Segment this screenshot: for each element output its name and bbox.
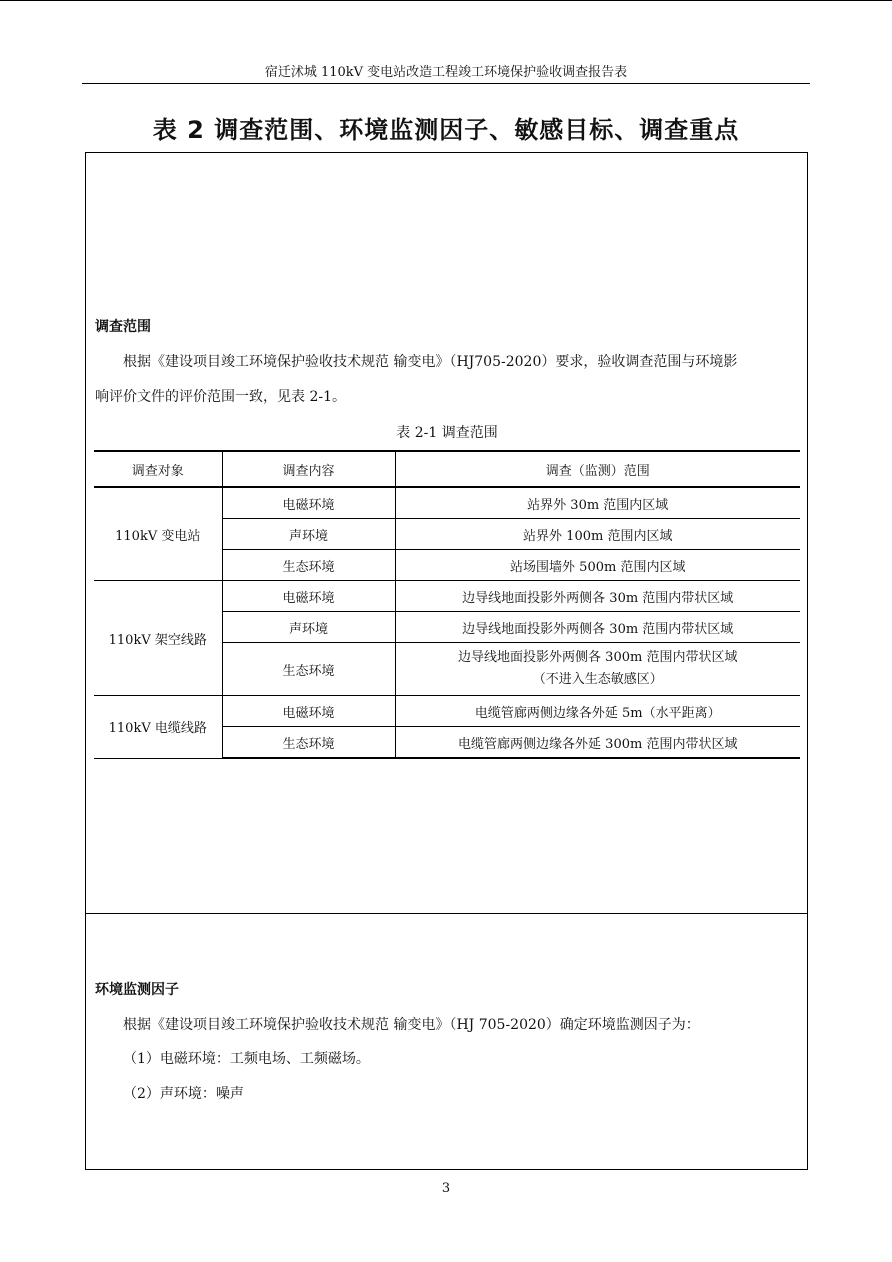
- factors-heading: 环境监测因子: [95, 982, 179, 998]
- scope-paragraph-line2: 响评价文件的评价范围一致，见表 2-1。: [95, 389, 346, 405]
- range-cell: 站界外 100m 范围内区域: [395, 519, 800, 550]
- factors-paragraph: 根据《建设项目竣工环境保护验收技术规范 输变电》（HJ 705-2020）确定环境监测因子为：: [123, 1017, 700, 1033]
- range-cell: 站界外 30m 范围内区域: [395, 487, 800, 519]
- range-cell: 边导线地面投影外两侧各 30m 范围内带状区域: [395, 612, 800, 643]
- range-cell: [395, 643, 800, 696]
- header-range: 调查（监测）范围: [395, 451, 800, 487]
- table-row: [94, 696, 800, 727]
- object-cell: 110kV 变电站: [94, 487, 222, 581]
- content-cell: 电磁环境: [222, 487, 395, 519]
- object-cell: 110kV 电缆线路: [94, 696, 222, 759]
- content-cell: 生态环境: [222, 643, 395, 696]
- header-object: 调查对象: [94, 451, 222, 487]
- object-cell: 110kV 架空线路: [94, 581, 222, 696]
- content-cell: 生态环境: [222, 550, 395, 581]
- factor-item-2: （2）声环境：噪声: [123, 1086, 244, 1102]
- range-cell: 边导线地面投影外两侧各 30m 范围内带状区域: [395, 581, 800, 612]
- table-row: [94, 581, 800, 612]
- page-number: 3: [441, 1181, 451, 1196]
- content-cell: 生态环境: [222, 727, 395, 759]
- header-rule: [82, 83, 810, 84]
- running-header: 宿迁沭城 110kV 变电站改造工程竣工环境保护验收调查报告表: [264, 65, 628, 80]
- scope-heading: 调查范围: [95, 319, 151, 335]
- page-title: 表 2 调查范围、环境监测因子、敏感目标、调查重点: [152, 116, 740, 144]
- top-border-line: [0, 0, 892, 1]
- content-cell: 声环境: [222, 612, 395, 643]
- factor-item-1: （1）电磁环境：工频电场、工频磁场。: [123, 1051, 370, 1067]
- content-cell: 电磁环境: [222, 581, 395, 612]
- range-cell: 电缆管廊两侧边缘各外延 5m（水平距离）: [395, 696, 800, 727]
- table-header-row: [94, 451, 800, 487]
- scope-table: [94, 450, 800, 759]
- factors-section-box: [85, 912, 808, 1170]
- range-cell-line: 边导线地面投影外两侧各 300m 范围内带状区域: [458, 650, 738, 665]
- table-row: [94, 487, 800, 519]
- table-caption: 表 2-1 调查范围: [396, 425, 498, 441]
- scope-paragraph-line1: 根据《建设项目竣工环境保护验收技术规范 输变电》（HJ705-2020）要求，验收调查范围与环境影: [123, 354, 738, 370]
- content-cell: 声环境: [222, 519, 395, 550]
- range-cell: 站场围墙外 500m 范围内区域: [395, 550, 800, 581]
- content-cell: 电磁环境: [222, 696, 395, 727]
- range-cell: 电缆管廊两侧边缘各外延 300m 范围内带状区域: [395, 727, 800, 759]
- range-cell-note: （不进入生态敏感区）: [532, 672, 663, 687]
- header-content: 调查内容: [222, 451, 395, 487]
